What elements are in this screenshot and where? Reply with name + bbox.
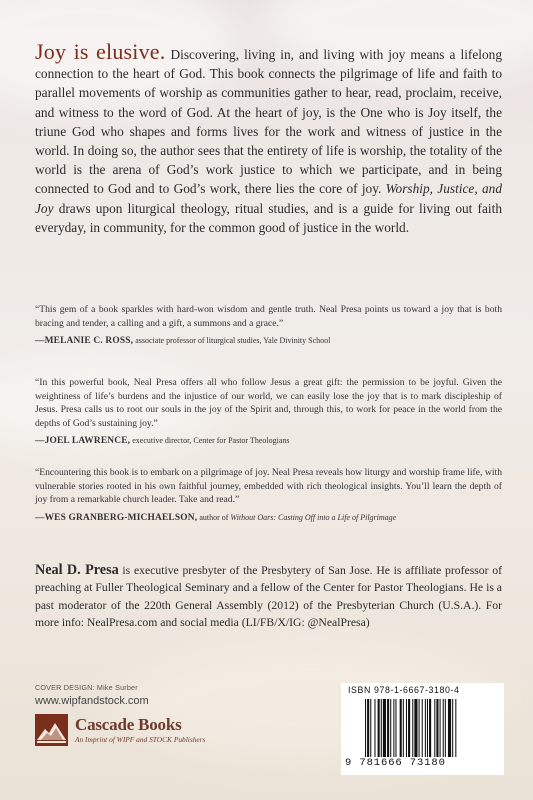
endorser-role: author of [197,512,231,522]
endorser-name: —JOEL LAWRENCE, [35,436,131,447]
endorsement-text: “In this powerful book, Neal Presa offers all who follow Jesus a great gift: the permission to be joyful. Given the weightiness of life’s burdens and the injustice of our world, we can easily lose the joy that is to mark discipleship of Jesus. Presa calls us to root our souls in the joy of the Spirit and, through this, to work for peace in the world from the depths of God’s sustaining joy.” [35,377,502,429]
endorser-role: executive director, Center for Pastor Theologians [130,436,290,446]
publisher-tagline: An Imprint of WIPF and STOCK Publishers [75,735,206,744]
author-name: Neal D. Presa [35,562,119,578]
book-description [35,39,502,237]
endorser-role: associate professor of liturgical studies, Yale Divinity School [133,336,331,346]
endorsement-ross [35,303,502,349]
description-body: Discovering, living in, and living with joy means a lifelong connection to the heart of God. This book connects the pilgrimage of life and faith to parallel movements of worship as communities gather to hear, read, proclaim, receive, and witness to the word of God. At the heart of joy, is the One who is Joy itself, the triune God who shapes and forms lives for the work and witness of justice in the world. In doing so, the author sees that the entirety of life is worship, the totality of the world is the arena of God’s work justice to which we participate, and in being connected to God and to God’s work, there lies the core of joy. [35,47,502,197]
endorser-name: —MELANIE C. ROSS, [35,336,134,347]
description-lead: Joy is elusive. [35,39,166,64]
barcode-icon [365,699,497,757]
endorsement-text: “This gem of a book sparkles with hard-won wisdom and gentle truth. Neal Presa points us toward a joy that is both bracing and tender, a calling and a gift, a summons and a grace.” [35,304,502,329]
endorsement-text: “Encountering this book is to embark on a pilgrimage of joy. Neal Presa reveals how liturgy and worship frame life, with vulnerable stories rooted in his own faithful journey, embedded with rich theological insights. You’ll learn the depth of joy from a remarkable church leader. Take and read.” [35,467,502,506]
mountain-logo-icon [35,714,68,746]
publisher-name: Cascade Books [75,715,182,734]
publisher-logo [35,714,225,748]
cover-design-credit: COVER DESIGN: Mike Surber [35,683,138,692]
endorsement-granberg-michaelson [35,466,502,525]
endorsement-attribution [35,434,502,449]
description-tail: draws upon liturgical theology, ritual studies, and is a guide for living out faith everyday, in community, for the common good of justice in the world. [35,200,502,235]
isbn-label: ISBN 978-1-6667-3180-4 [348,685,460,695]
endorser-book-title: Without Oars: Casting Off into a Life of Pilgrimage [230,512,397,522]
barcode-digits: 9 781666 73180 [345,757,446,769]
endorsement-attribution [35,511,502,526]
isbn-barcode-block [341,683,504,775]
endorsement-lawrence [35,376,502,449]
author-bio [35,562,502,632]
endorsement-attribution [35,334,502,349]
endorser-name: —WES GRANBERG-MICHAELSON, [35,512,198,523]
description-book-title: Worship, Justice, and Joy [35,181,502,216]
publisher-website: www.wipfandstock.com [35,695,149,707]
author-bio-text: is executive presbyter of the Presbytery of San Jose. He is affiliate professor of preaching at Fuller Theological Seminary and a fellow of the Center for Pastor Theologians. He is a past moderator of the 220th General Assembly (2012) of the Presbyterian Church (U.S.A.). For more info: NealPresa.com and social media (LI/FB/X/IG: @NealPresa) [35,564,502,630]
